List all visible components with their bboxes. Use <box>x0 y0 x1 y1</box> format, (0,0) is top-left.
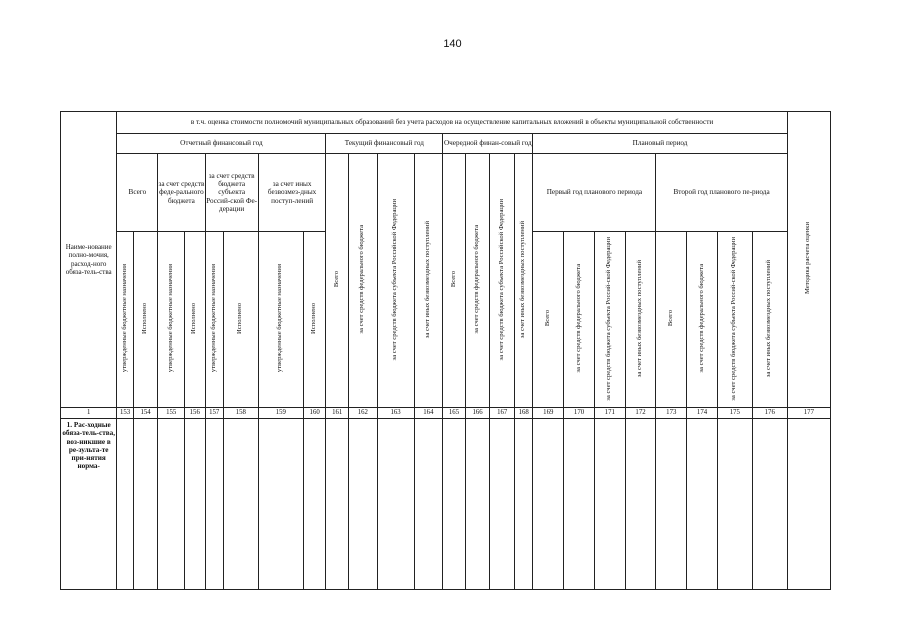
column-number-159: 159 <box>258 408 303 419</box>
column-number-170: 170 <box>564 408 595 419</box>
next-other-header: за счет иных безвозмездных поступлений <box>514 154 532 408</box>
executed-header-3: Исполнено <box>223 232 258 408</box>
table-row <box>61 419 831 590</box>
data-cell <box>787 419 830 590</box>
column-number-173: 173 <box>656 408 687 419</box>
data-cell <box>752 419 787 590</box>
method-header: Методика расчета оценки <box>787 112 830 408</box>
budget-table <box>60 111 831 589</box>
column-number-172: 172 <box>625 408 656 419</box>
plan2-other-header: за счет иных безвозмездных поступлений <box>752 232 787 408</box>
data-cell <box>223 419 258 590</box>
column-number-156: 156 <box>185 408 206 419</box>
reporting-subject-header: за счет средств бюджета субъекта Россий-ской Фе-дерации <box>205 154 258 232</box>
next-fed-header: за счет средств федерального бюджета <box>465 154 490 408</box>
data-cell <box>687 419 718 590</box>
data-cell <box>377 419 414 590</box>
data-cell <box>514 419 532 590</box>
next-subject-header: за счет средств бюджета субъекта Российской Федерации <box>490 154 515 408</box>
data-cell <box>443 419 466 590</box>
data-cell <box>564 419 595 590</box>
plan1-subject-header: за счет средств бюджета субъекта Россий-ской Федерации <box>594 232 625 408</box>
data-cell <box>117 419 133 590</box>
data-cell <box>533 419 564 590</box>
column-number-158: 158 <box>223 408 258 419</box>
column-number-167: 167 <box>490 408 515 419</box>
main-header: в т.ч. оценка стоимости полномочий муниципальных образований без учета расходов на осуществление капитальных вложений в объекты муниципальной собственности <box>117 112 787 134</box>
column-number-169: 169 <box>533 408 564 419</box>
data-cell <box>258 419 303 590</box>
column-number-168: 168 <box>514 408 532 419</box>
executed-header-2: Исполнено <box>185 232 206 408</box>
plan2-subject-header: за счет средств бюджета субъекта Россий-ской Федерации <box>717 232 752 408</box>
column-number-row <box>61 408 831 419</box>
next-total-header: Всего <box>443 154 466 408</box>
reporting-fed-header: за счет средств феде-рального бюджета <box>158 154 205 232</box>
approved-header-3: утвержденные бюджетные назначения <box>205 232 223 408</box>
reporting-other-header: за счет иных безвозмез-дных поступ-лений <box>258 154 326 232</box>
column-number-163: 163 <box>377 408 414 419</box>
column-number-176: 176 <box>752 408 787 419</box>
row-label: 1. Рас-ходные обяза-тель-ства, воз-никшие в ре-зульта-те при-нятия норма- <box>61 419 117 590</box>
current-total-header: Всего <box>326 154 349 408</box>
data-cell <box>490 419 515 590</box>
data-cell <box>717 419 752 590</box>
column-number-160: 160 <box>303 408 326 419</box>
data-cell <box>656 419 687 590</box>
current-year-header: Текущий финансовый год <box>326 134 443 154</box>
data-cell <box>133 419 158 590</box>
approved-header-4: утвержденные бюджетные назначения <box>258 232 303 408</box>
plan2-fed-header: за счет средств федерального бюджета <box>687 232 718 408</box>
plan-period-header: Плановый период <box>533 134 787 154</box>
column-number-177: 177 <box>787 408 830 419</box>
column-number-165: 165 <box>443 408 466 419</box>
column-number-166: 166 <box>465 408 490 419</box>
column-number-171: 171 <box>594 408 625 419</box>
column-number-162: 162 <box>348 408 377 419</box>
column-number-157: 157 <box>205 408 223 419</box>
reporting-total-header: Всего <box>117 154 158 232</box>
second-plan-year-header: Второй год планового пе-риода <box>656 154 787 232</box>
data-cell <box>185 419 206 590</box>
approved-header-1: утвержденные бюджетные назначения <box>117 232 133 408</box>
plan1-fed-header: за счет средств федерального бюджета <box>564 232 595 408</box>
reporting-year-header: Отчетный финансовый год <box>117 134 326 154</box>
executed-header-4: Исполнено <box>303 232 326 408</box>
first-plan-year-header: Первый год планового периода <box>533 154 656 232</box>
data-cell <box>205 419 223 590</box>
column-number-154: 154 <box>133 408 158 419</box>
executed-header-1: Исполнено <box>133 232 158 408</box>
data-cell <box>348 419 377 590</box>
next-year-header: Очередной финан-совый год <box>443 134 533 154</box>
data-cell <box>158 419 185 590</box>
data-cell <box>594 419 625 590</box>
data-cell <box>326 419 349 590</box>
plan1-total-header: Всего <box>533 232 564 408</box>
data-cell <box>625 419 656 590</box>
column-number-153: 153 <box>117 408 133 419</box>
data-cell <box>303 419 326 590</box>
data-cell <box>414 419 443 590</box>
plan1-other-header: за счет иных безвозмездных поступлений <box>625 232 656 408</box>
current-fed-header: за счет средств федерального бюджета <box>348 154 377 408</box>
column-number-161: 161 <box>326 408 349 419</box>
current-subject-header: за счет средств бюджета субъекта Российской Федерации <box>377 154 414 408</box>
plan2-total-header: Всего <box>656 232 687 408</box>
approved-header-2: утвержденные бюджетные назначения <box>158 232 185 408</box>
row-label-header: Наиме-нование полно-мочия, расход-ного обяза-тель-ства <box>61 112 117 408</box>
column-number-174: 174 <box>687 408 718 419</box>
page-number: 140 <box>443 38 462 50</box>
data-cell <box>465 419 490 590</box>
column-number-1: 1 <box>61 408 117 419</box>
column-number-175: 175 <box>717 408 752 419</box>
column-number-164: 164 <box>414 408 443 419</box>
column-number-155: 155 <box>158 408 185 419</box>
current-other-header: за счет иных безвозмездных поступлений <box>414 154 443 408</box>
